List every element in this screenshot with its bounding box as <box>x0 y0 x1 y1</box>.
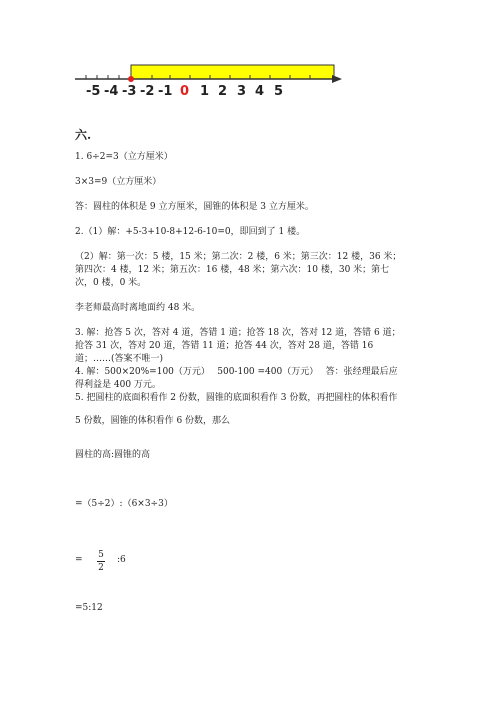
tick-label: -2 <box>140 84 155 99</box>
answer-line: 3. 解：抢答 5 次，答对 4 道，答错 1 道；抢答 18 次，答对 12 道，答错 6 道； <box>75 328 401 338</box>
answer-line: =（5÷2）:（6×3÷3） <box>75 499 173 509</box>
answer-line: 抢答 31 次，答对 20 道，答错 11 道；抢答 44 次，答对 28 道，答错 16 <box>75 341 374 351</box>
tick-label: -3 <box>122 84 137 99</box>
tick-label: 2 <box>218 84 228 99</box>
fraction-numerator: 5 <box>98 550 104 560</box>
tick-label: -4 <box>104 84 119 99</box>
answer-line: 道；……(答案不唯一) <box>75 354 164 364</box>
fraction-denominator: 2 <box>98 563 104 573</box>
answer-line: 得利益是 400 万元。 <box>75 380 161 390</box>
answer-line: 5. 把圆柱的底面积看作 2 份数，圆锥的底面积看作 3 份数，再把圆柱的体积看作 <box>75 393 398 403</box>
tick-label-zero: 0 <box>180 84 190 99</box>
answer-line: （2）解：第一次：5 楼，15 米；第二次：2 楼，6 米；第三次：12 楼，36 米； <box>75 252 402 262</box>
answer-line: 答：圆柱的体积是 9 立方厘米，圆锥的体积是 3 立方厘米。 <box>75 202 314 212</box>
fraction-ratio: :6 <box>117 555 126 565</box>
answer-line: 圆柱的高:圆锥的高 <box>75 450 151 460</box>
answer-line: 3×3=9（立方厘米） <box>75 177 162 187</box>
tick-label: 1 <box>200 84 210 99</box>
answer-line: 第四次：4 楼，12 米；第五次：16 楼，48 米；第六次：10 楼，30 米；第七 <box>75 265 390 275</box>
fraction-bar <box>97 561 105 562</box>
tick-label: 4 <box>255 84 265 99</box>
answer-line: 2.（1）解：+5-3+10-8+12-6-10=0，即回到了 1 楼。 <box>75 227 306 237</box>
answer-line: =5:12 <box>75 603 103 613</box>
tick-label: -1 <box>158 84 173 99</box>
answer-line: 1. 6÷2=3（立方厘米） <box>75 152 173 162</box>
tick-label: 3 <box>237 84 247 99</box>
fraction-equals: = <box>75 555 83 565</box>
answer-line: 次，0 楼，0 米。 <box>75 278 147 288</box>
answer-line: 5 份数，圆锥的体积看作 6 份数，那么 <box>75 416 231 426</box>
number-line-highlight <box>131 65 334 79</box>
answer-line: 李老师最高时离地面约 48 米。 <box>75 303 201 313</box>
arrow-right-icon <box>332 75 342 83</box>
answer-line: 4. 解：500×20%=100（万元） 500-100 =400（万元） 答：张经理最后应 <box>75 367 398 377</box>
tick-label: 5 <box>274 84 284 99</box>
tick-label: -5 <box>86 84 101 99</box>
section-heading: 六. <box>75 128 92 142</box>
fraction <box>97 550 105 573</box>
origin-point <box>128 76 134 82</box>
